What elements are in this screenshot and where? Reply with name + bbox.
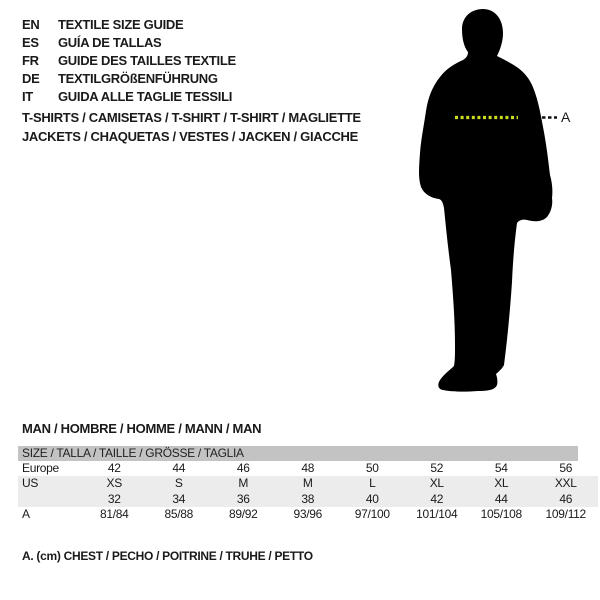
language-code: EN xyxy=(22,16,40,32)
table-cell: 48 xyxy=(301,461,315,475)
table-row xyxy=(18,476,598,491)
table-cell: XS xyxy=(106,476,122,491)
category-lines xyxy=(22,108,361,146)
table-cell: M xyxy=(302,476,313,491)
table-cell: 93/96 xyxy=(293,506,323,521)
table-cell: 105/108 xyxy=(480,506,522,521)
table-cell: 109/112 xyxy=(545,506,586,521)
table-cell: 50 xyxy=(365,461,379,475)
table-cell: 89/92 xyxy=(228,506,258,521)
size-table xyxy=(18,446,598,522)
table-row xyxy=(18,507,598,522)
table-row xyxy=(18,492,598,507)
measurement-label-a: A xyxy=(561,109,571,125)
table-cell: 81/84 xyxy=(99,506,129,521)
man-silhouette-graphic xyxy=(400,0,580,400)
measurement-footnote: A. (cm) CHEST / PECHO / POITRINE / TRUHE / PETTO xyxy=(22,549,313,563)
language-row xyxy=(22,88,236,106)
table-cell: 56 xyxy=(559,461,573,475)
size-table-rows xyxy=(18,461,598,522)
table-cell: 36 xyxy=(236,491,250,506)
table-cell: 97/100 xyxy=(354,506,390,521)
table-row-label: A xyxy=(22,506,30,521)
table-cell: 54 xyxy=(494,461,508,475)
table-cell: 85/88 xyxy=(164,506,194,521)
table-cell: L xyxy=(369,476,376,491)
language-code: DE xyxy=(22,71,40,87)
language-row xyxy=(22,70,236,88)
table-cell: XL xyxy=(429,476,444,491)
table-row-label: Europe xyxy=(22,461,59,475)
section-title: MAN / HOMBRE / HOMME / MANN / MAN xyxy=(22,421,262,436)
size-table-header: SIZE / TALLA / TAILLE / GRÖSSE / TAGLIA xyxy=(18,446,578,461)
table-cell: 46 xyxy=(236,461,250,475)
table-cell: 34 xyxy=(172,491,186,506)
language-code: ES xyxy=(22,34,39,50)
category-line: JACKETS / CHAQUETAS / VESTES / JACKEN / GIACCHE xyxy=(22,129,358,144)
language-label: GUIDA ALLE TAGLIE TESSILI xyxy=(58,89,233,105)
table-cell: 42 xyxy=(107,461,121,475)
man-silhouette-shape xyxy=(419,9,552,392)
language-code: IT xyxy=(22,89,33,105)
table-cell: 101/104 xyxy=(416,506,458,521)
table-cell: 38 xyxy=(301,491,315,506)
table-cell: 44 xyxy=(494,491,508,506)
language-row xyxy=(22,33,236,51)
table-cell: XXL xyxy=(554,476,577,491)
table-cell: 44 xyxy=(172,461,186,475)
language-label: TEXTILE SIZE GUIDE xyxy=(58,16,184,32)
table-cell: 52 xyxy=(430,461,444,475)
table-row-label xyxy=(18,492,82,507)
man-silhouette-figure xyxy=(400,0,580,400)
table-cell: XL xyxy=(494,476,509,491)
language-row xyxy=(22,51,236,69)
language-code: FR xyxy=(22,52,39,68)
table-row xyxy=(18,461,598,476)
language-label: GUIDE DES TAILLES TEXTILE xyxy=(58,52,236,68)
table-row-label: US xyxy=(22,476,39,491)
table-cell: M xyxy=(238,476,249,491)
language-list xyxy=(22,15,236,106)
table-cell: 32 xyxy=(107,491,121,506)
table-cell: 46 xyxy=(559,491,573,506)
category-line: T-SHIRTS / CAMISETAS / T-SHIRT / T-SHIRT / MAGLIETTE xyxy=(22,110,361,125)
language-label: TEXTILGRÖßENFÜHRUNG xyxy=(58,71,218,87)
language-label: GUÍA DE TALLAS xyxy=(58,34,162,50)
table-cell: S xyxy=(174,476,183,491)
table-cell: 42 xyxy=(430,491,444,506)
table-cell: 40 xyxy=(365,491,379,506)
language-row xyxy=(22,15,236,33)
